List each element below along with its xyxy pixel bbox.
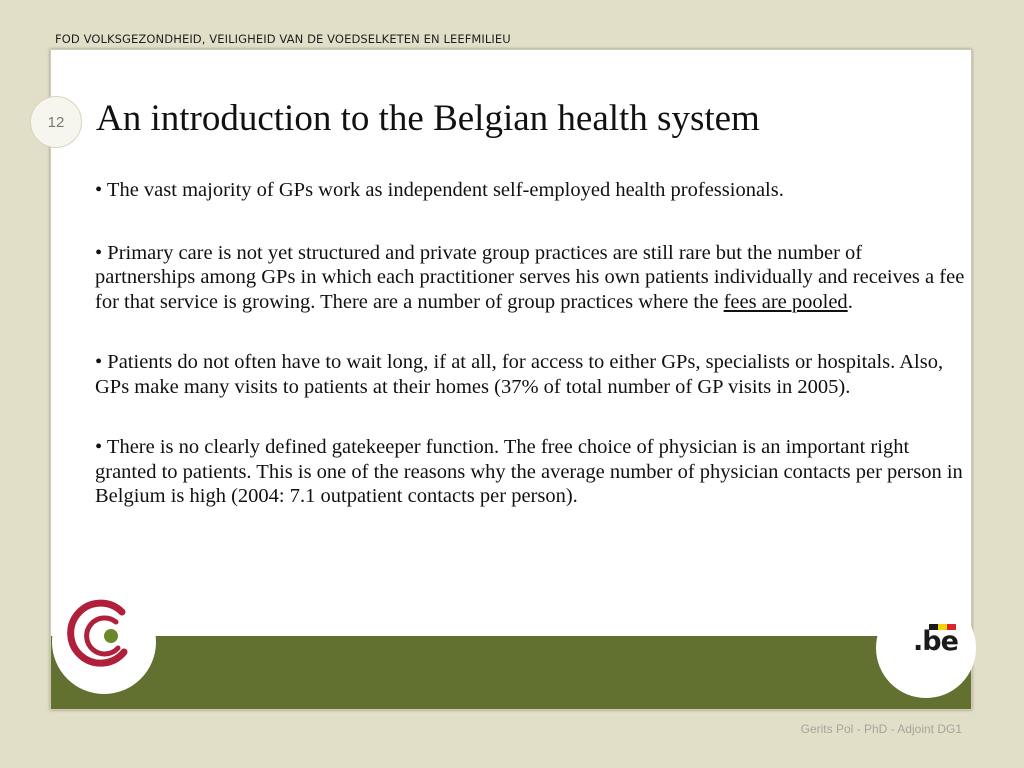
footer-green-band [51, 636, 971, 709]
bullet-item: • There is no clearly defined gatekeeper function. The free choice of physician is an important right granted to patients. This is one of the reasons why the average number of physician contacts per person in Belgium is high (2004: 7.1 outpatient contacts per person). [95, 436, 963, 507]
slide-title: An introduction to the Belgian health system [96, 98, 760, 139]
spiral-c-logo-icon [64, 592, 144, 672]
bullet-text: • Primary care is not yet structured and private group practices are still rare but the number of partnerships among GPs in which each practitioner serves his own patients individually and receives a fee for that service is growing. There are a number of group practices where the [95, 241, 965, 313]
bullet-item: • Patients do not often have to wait long, if at all, for access to either GPs, specialists or hospitals. Also, GPs make many visits to patients at their homes (37% of total number of GP visits in 2005). [95, 351, 944, 398]
footer-author: Gerits Pol - PhD - Adjoint DG1 [800, 722, 962, 736]
slide-number: 12 [47, 113, 65, 131]
be-flag-logo-icon [913, 620, 961, 660]
underlined-phrase: fees are pooled [723, 290, 848, 313]
slide-content [95, 178, 967, 545]
organization-header: FOD VOLKSGEZONDHEID, VEILIGHEID VAN DE VOEDSELKETEN EN LEEFMILIEU [55, 32, 511, 46]
slide-number-badge [30, 96, 82, 148]
bullet-text-end: . [847, 290, 853, 313]
bullet-item [95, 241, 967, 315]
be-logo-text: .be [913, 626, 958, 657]
bullet-item: • The vast majority of GPs work as independent self-employed health professionals. [95, 179, 784, 201]
